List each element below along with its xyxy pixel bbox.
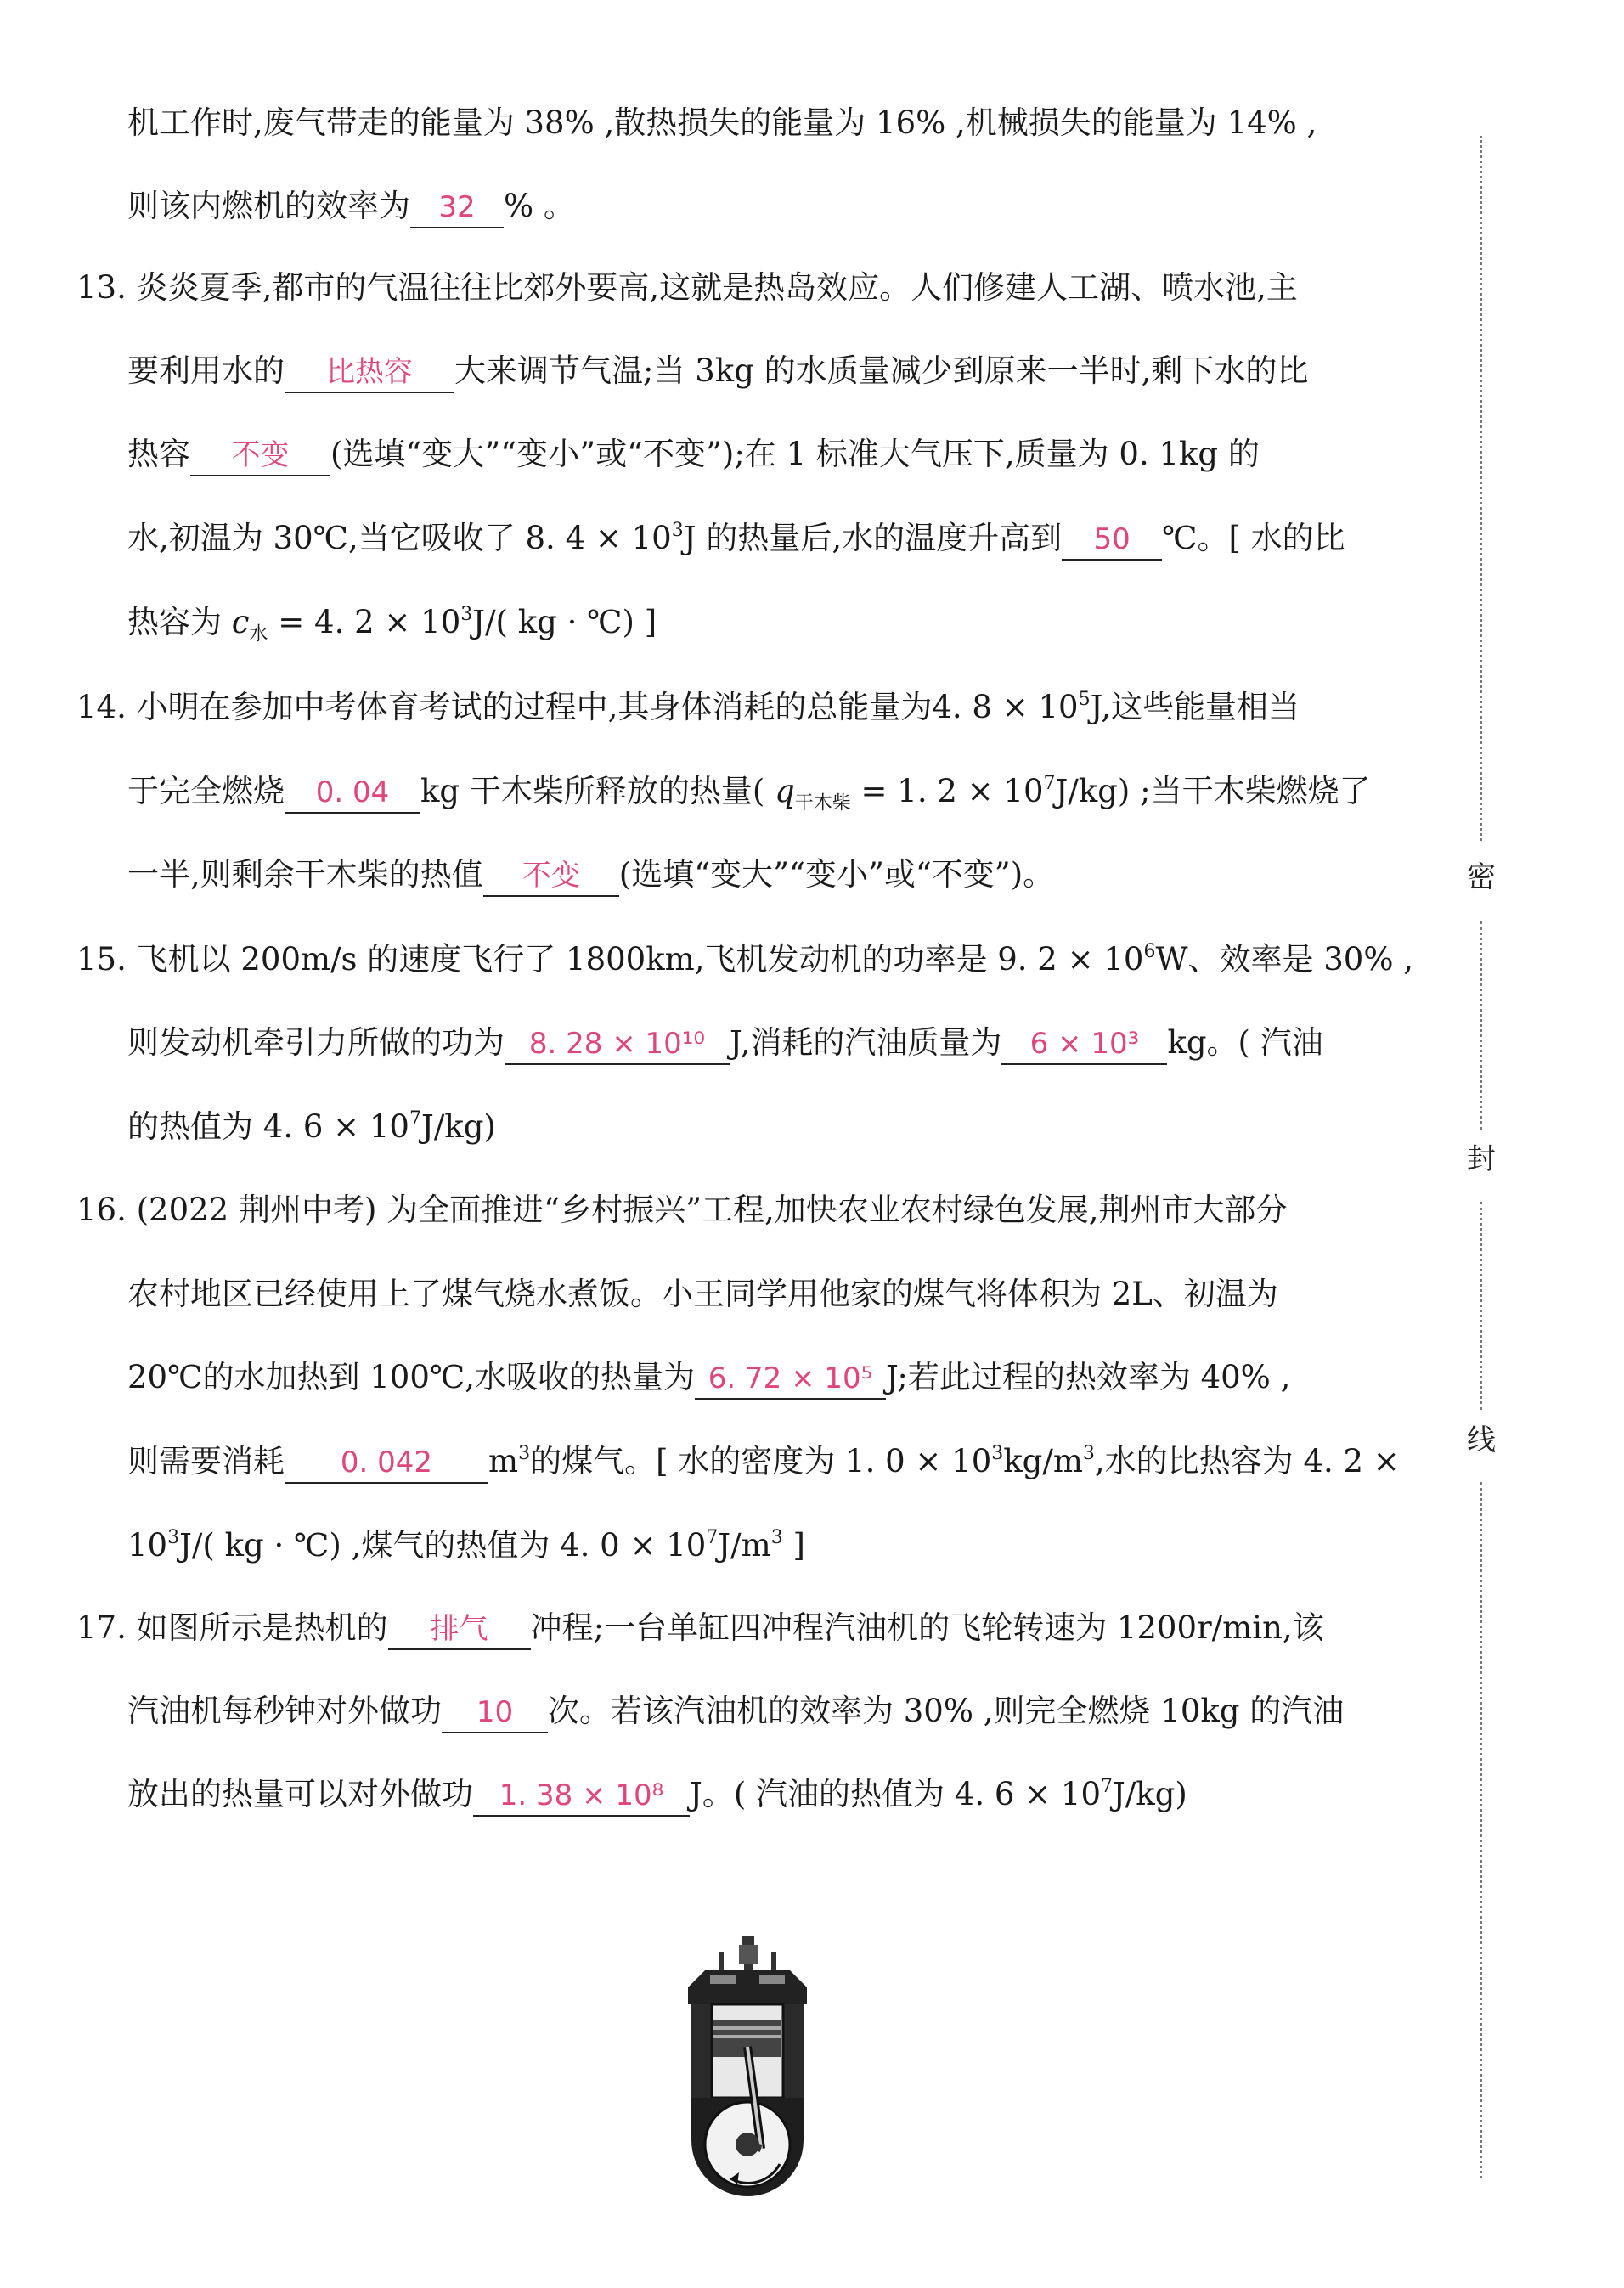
text-segment: J 的热量后,水的温度升高到 bbox=[683, 520, 1063, 556]
superscript: 7 bbox=[1101, 1775, 1113, 1797]
text-line bbox=[76, 682, 1367, 733]
superscript: 6 bbox=[1143, 940, 1156, 962]
engine-exhaust-stroke-figure bbox=[679, 1936, 815, 2200]
text-segment: J/kg) bbox=[1113, 1776, 1187, 1812]
text-segment: 14. 小明在参加中考体育考试的过程中,其身体消耗的总能量为4. 8 × 10 bbox=[76, 689, 1079, 725]
text-line bbox=[127, 1269, 1418, 1320]
text-line bbox=[127, 1686, 1418, 1737]
text-segment: 农村地区已经使用上了煤气烧水煮饭。小王同学用他家的煤气将体积为 2L、初温为 bbox=[127, 1276, 1278, 1312]
text-segment: ] bbox=[782, 1527, 805, 1564]
binding-dotted-line bbox=[1480, 1202, 1482, 1410]
text-line bbox=[127, 429, 1418, 480]
text-segment: 则该内燃机的效率为 bbox=[127, 188, 410, 224]
text-line bbox=[127, 1102, 1418, 1152]
answer-blank: 排气 bbox=[388, 1609, 531, 1650]
side-label-xian: 线 bbox=[1467, 1423, 1496, 1457]
superscript: 5 bbox=[1078, 688, 1091, 710]
text-line bbox=[127, 1769, 1418, 1820]
text-segment: (选填“变大”“变小”或“不变”)。 bbox=[618, 856, 1055, 893]
binding-dotted-line bbox=[1480, 1482, 1482, 2178]
answer-blank: 50 bbox=[1062, 520, 1162, 561]
text-segment: J,消耗的汽油质量为 bbox=[730, 1024, 1002, 1061]
text-segment: J/m bbox=[718, 1527, 771, 1564]
text-segment: kg 干木柴所释放的热量( bbox=[420, 773, 775, 809]
side-label-feng: 封 bbox=[1467, 1142, 1496, 1176]
text-segment: 热容 bbox=[127, 436, 190, 472]
text-segment: 汽油机每秒钟对外做功 bbox=[127, 1693, 442, 1729]
text-segment: = 4. 2 × 10 bbox=[268, 604, 461, 640]
text-segment: 放出的热量可以对外做功 bbox=[127, 1776, 473, 1812]
binding-dotted-line bbox=[1480, 136, 1482, 841]
text-segment: 16. (2022 荆州中考) 为全面推进“乡村振兴”工程,加快农业农村绿色发展,荆州市大部分 bbox=[76, 1192, 1288, 1228]
answer-blank: 10 bbox=[442, 1693, 548, 1733]
text-line bbox=[76, 934, 1414, 985]
answer-blank: 1. 38 × 10⁸ bbox=[473, 1776, 690, 1817]
superscript: 3 bbox=[460, 603, 473, 625]
text-segment: ,水的比热容为 4. 2 × bbox=[1094, 1443, 1400, 1479]
text-segment: J/kg) bbox=[420, 1108, 496, 1145]
answer-blank: 0. 042 bbox=[285, 1443, 488, 1484]
answer-blank: 6. 72 × 10⁵ bbox=[695, 1359, 886, 1400]
answer-blank: 6 × 10³ bbox=[1001, 1024, 1167, 1065]
text-line bbox=[127, 597, 1418, 648]
text-segment: 大来调节气温;当 3kg 的水质量减少到原来一半时,剩下水的比 bbox=[454, 352, 1309, 389]
text-line bbox=[127, 98, 1418, 149]
text-segment: 于完全燃烧 bbox=[127, 773, 285, 809]
text-segment: 则发动机牵引力所做的功为 bbox=[127, 1024, 505, 1061]
answer-blank: 比热容 bbox=[285, 352, 454, 393]
text-line bbox=[127, 766, 1418, 817]
text-segment: 20℃的水加热到 100℃,水吸收的热量为 bbox=[127, 1359, 696, 1395]
text-line bbox=[127, 1017, 1418, 1068]
superscript: 7 bbox=[409, 1107, 421, 1130]
text-segment: kg。( 汽油 bbox=[1167, 1024, 1323, 1061]
answer-blank: 0. 04 bbox=[285, 773, 420, 814]
symbol: c bbox=[231, 604, 250, 640]
superscript: 7 bbox=[1043, 772, 1056, 794]
text-segment: 10 bbox=[127, 1527, 168, 1564]
text-segment: J/( kg · ℃) ,煤气的热值为 4. 0 × 10 bbox=[179, 1527, 707, 1564]
text-line bbox=[127, 1520, 1418, 1571]
superscript: 3 bbox=[991, 1442, 1004, 1464]
text-line bbox=[127, 1436, 1418, 1487]
text-segment: J。( 汽油的热值为 4. 6 × 10 bbox=[690, 1776, 1101, 1812]
text-segment: 的热值为 4. 6 × 10 bbox=[127, 1108, 409, 1145]
binding-dotted-line bbox=[1480, 921, 1482, 1130]
superscript: 3 bbox=[1082, 1442, 1095, 1464]
text-segment: 的煤气。[ 水的密度为 1. 0 × 10 bbox=[530, 1443, 992, 1479]
text-line bbox=[127, 181, 1418, 232]
text-segment: (选填“变大”“变小”或“不变”);在 1 标准大气压下,质量为 0. 1kg 的 bbox=[330, 436, 1260, 472]
text-segment: 17. 如图所示是热机的 bbox=[76, 1609, 388, 1646]
side-label-mi: 密 bbox=[1467, 860, 1496, 894]
symbol: q bbox=[775, 773, 795, 809]
superscript: 3 bbox=[770, 1526, 783, 1548]
subscript: 水 bbox=[249, 623, 268, 645]
answer-blank: 不变 bbox=[483, 856, 619, 897]
text-line bbox=[76, 262, 1367, 313]
text-line bbox=[127, 849, 1418, 900]
text-segment: 水,初温为 30℃,当它吸收了 8. 4 × 10 bbox=[127, 520, 672, 556]
superscript: 7 bbox=[706, 1526, 719, 1548]
text-segment: 冲程;一台单缸四冲程汽油机的飞轮转速为 1200r/min,该 bbox=[530, 1609, 1324, 1646]
text-segment: J/( kg · ℃) ] bbox=[472, 604, 657, 640]
text-segment: 则需要消耗 bbox=[127, 1443, 285, 1479]
text-segment: J,这些能量相当 bbox=[1090, 689, 1300, 725]
text-segment: 热容为 bbox=[127, 604, 232, 640]
subscript: 干木柴 bbox=[794, 792, 851, 814]
text-segment: 一半,则剩余干木柴的热值 bbox=[127, 856, 483, 893]
text-segment: J/kg) ;当干木柴燃烧了 bbox=[1055, 773, 1371, 809]
text-line bbox=[127, 346, 1418, 397]
superscript: 3 bbox=[167, 1526, 180, 1548]
text-segment: = 1. 2 × 10 bbox=[850, 773, 1044, 809]
text-segment: W、效率是 30% , bbox=[1155, 941, 1414, 978]
text-segment: m bbox=[488, 1443, 519, 1479]
text-segment: kg/m bbox=[1003, 1443, 1083, 1479]
text-line bbox=[76, 1603, 1367, 1654]
superscript: 3 bbox=[671, 519, 684, 541]
text-line bbox=[127, 513, 1418, 564]
text-segment: ℃。[ 水的比 bbox=[1162, 520, 1345, 556]
text-segment: 次。若该汽油机的效率为 30% ,则完全燃烧 10kg 的汽油 bbox=[548, 1693, 1345, 1729]
text-line bbox=[127, 1352, 1418, 1403]
text-segment: 13. 炎炎夏季,都市的气温往往比郊外要高,这就是热岛效应。人们修建人工湖、喷水池,主 bbox=[76, 269, 1298, 306]
superscript: 3 bbox=[518, 1442, 531, 1464]
answer-blank: 不变 bbox=[190, 436, 330, 476]
answer-blank: 8. 28 × 10¹⁰ bbox=[505, 1024, 730, 1065]
text-line bbox=[76, 1185, 1367, 1236]
text-segment: % 。 bbox=[504, 188, 575, 224]
text-segment: J;若此过程的热效率为 40% , bbox=[886, 1359, 1291, 1395]
answer-blank: 32 bbox=[410, 188, 504, 228]
text-segment: 机工作时,废气带走的能量为 38% ,散热损失的能量为 16% ,机械损失的能量为 14% , bbox=[127, 104, 1317, 141]
text-segment: 15. 飞机以 200m/s 的速度飞行了 1800km,飞机发动机的功率是 9. 2 × 10 bbox=[76, 941, 1144, 978]
text-segment: 要利用水的 bbox=[127, 352, 285, 389]
